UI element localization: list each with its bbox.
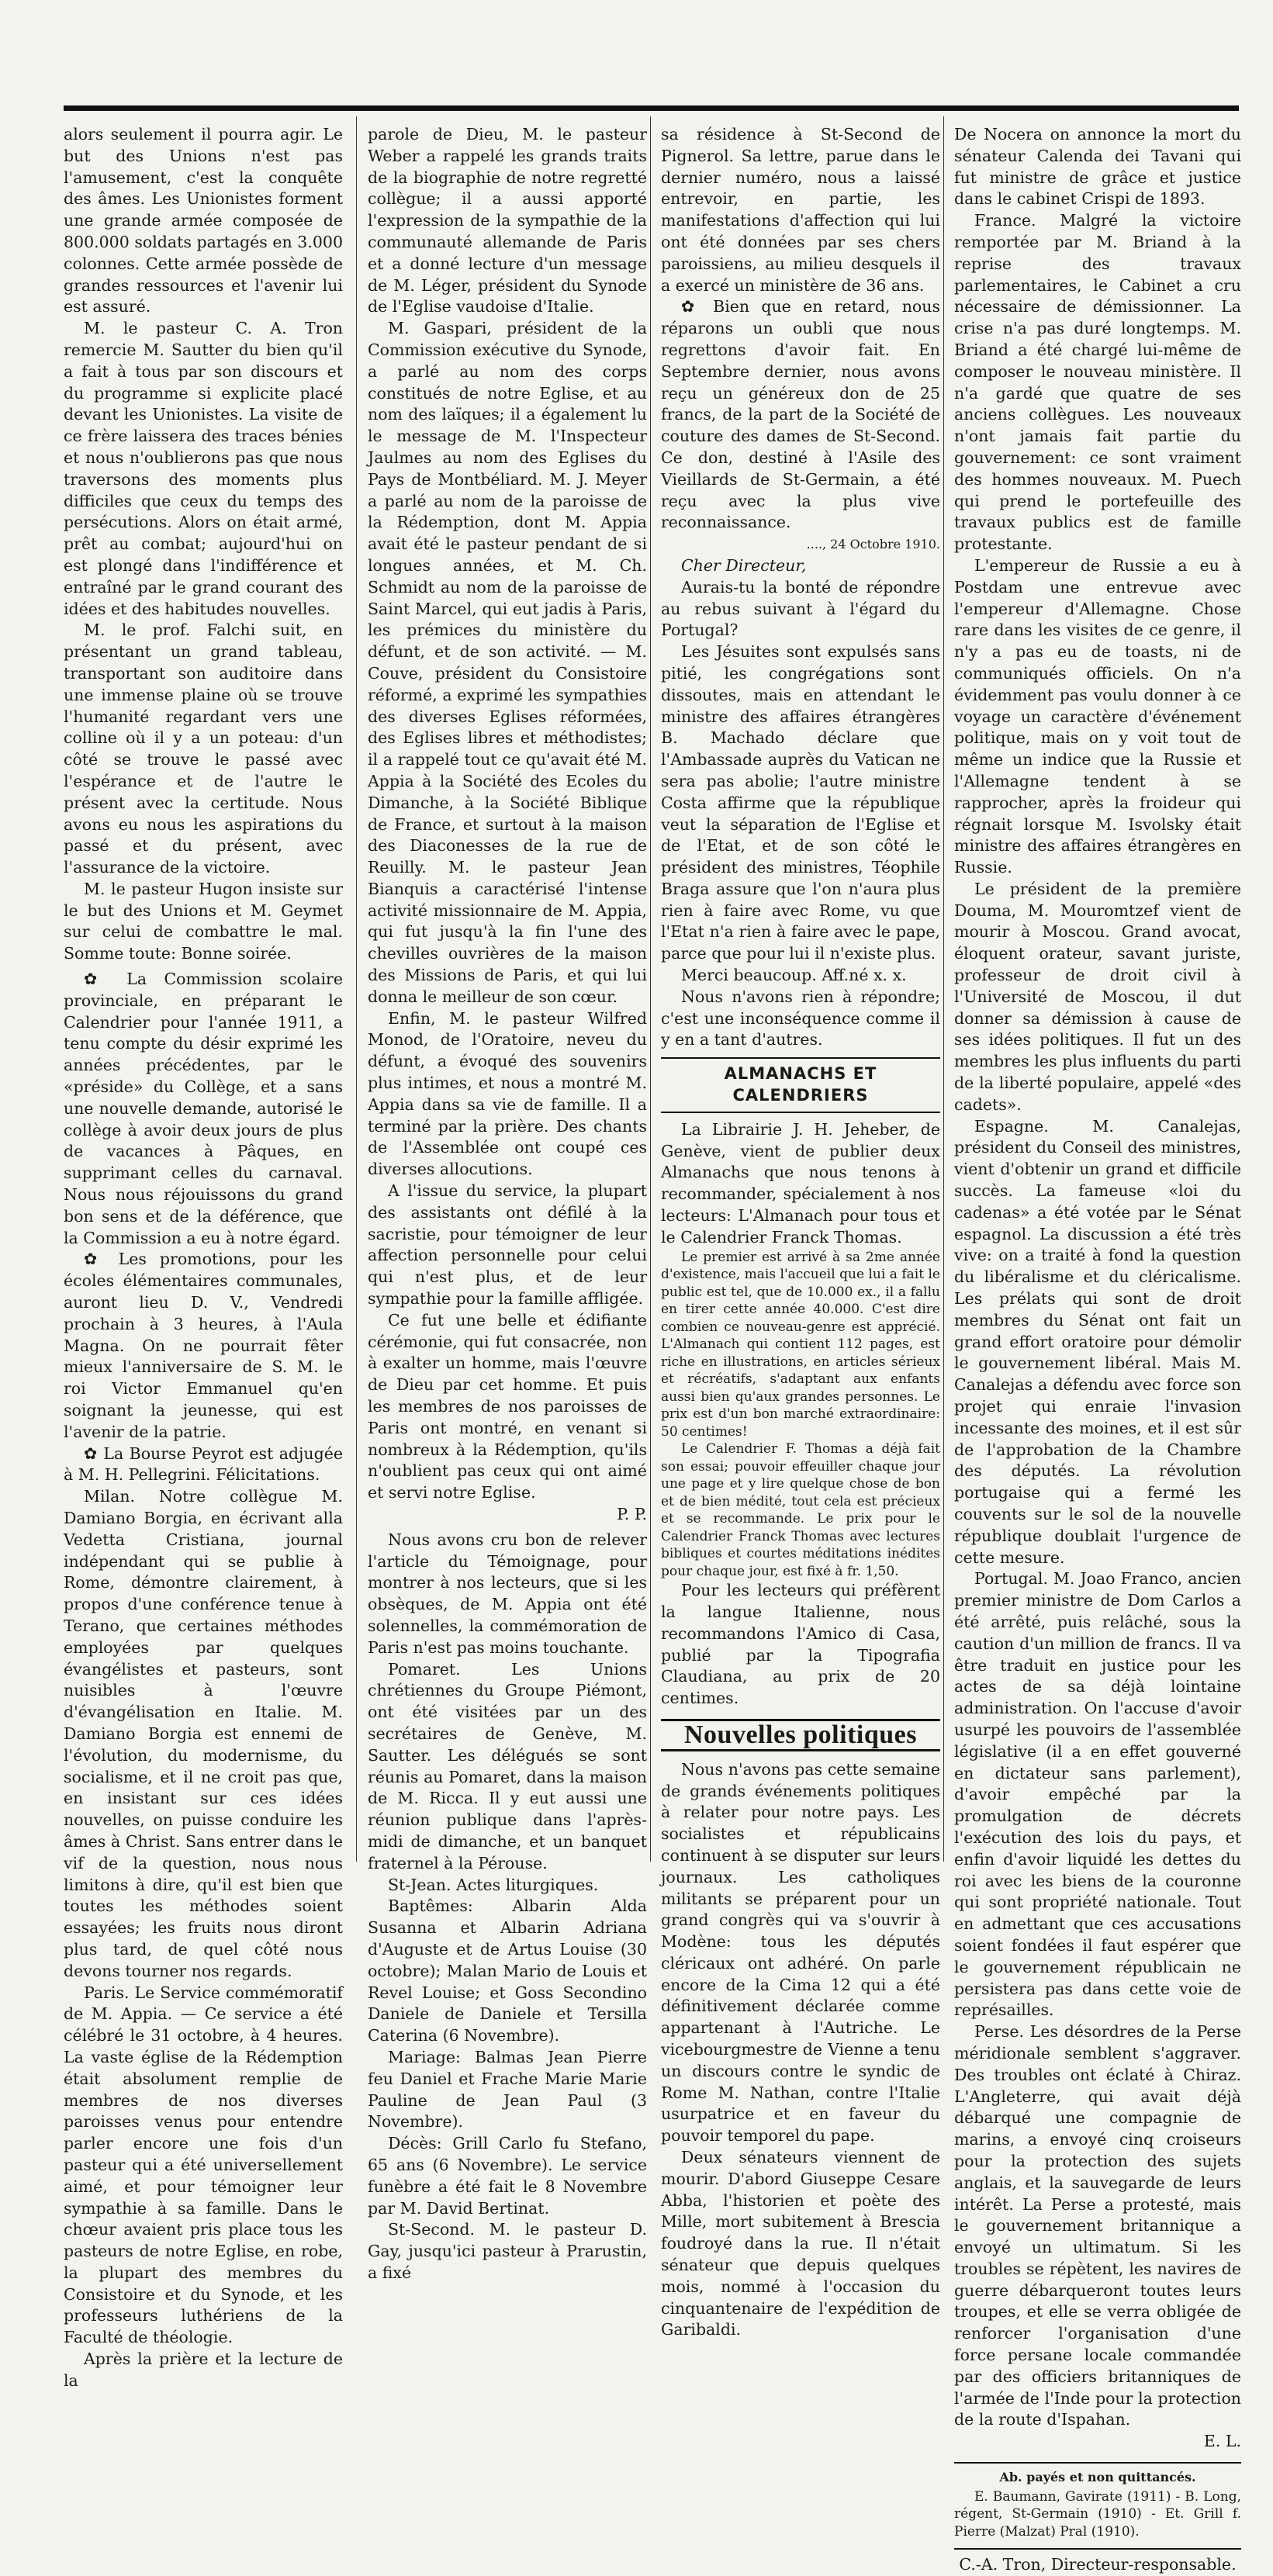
paragraph: Baptêmes: Albarin Alda Susanna et Albarin Adriana d'Auguste et de Artus Louise (30 octobre); Malan Mario de Louis et Revel Louise; et Goss Secondino Daniele de Daniele et Tersilla Caterina (6 Novembre). (368, 1897, 647, 2045)
paragraph: Décès: Grill Carlo fu Stefano, 65 ans (6 Novembre). Le service funèbre a été fait le 8 Novembre par M. David Bertinat. (368, 2134, 647, 2218)
paragraph: Ce fut une belle et édifiante cérémonie, qui fut consacrée, non à exalter un homme, mais l'œuvre de Dieu par cet homme. Et puis les membres de nos paroisses de Paris ont montré, en venant si nombreux à la Rédemption, qu'ils n'oublient pas ceux qui ont aimé et servi notre Eglise. (368, 1310, 647, 1502)
paragraph: M. le pasteur C. A. Tron remercie M. Sautter du bien qu'il a fait à tous par son discours et du programme si explicite placé devant les Unionistes. La visite de ce frère laissera des traces bénies et nous n'oublierons pas que nous traversons des moments plus difficiles que ceux du temps des persécutions. Alors on était armé, prêt au combat; aujourd'hui on est plongé dans l'indifférence et entraîné par le grand courant des idées et des habitudes nouvelles. (64, 319, 343, 618)
paragraph: sa résidence à St-Second de Pignerol. Sa lettre, parue dans le dernier numéro, nous a laissé entrevoir, en partie, les manifestations d'affection qui lui ont été données par ses chers paroissiens, au milieu desquels il a exercé un ministère de 36 ans. (661, 125, 940, 295)
paragraph: ✿ La Commission scolaire provinciale, en préparant le Calendrier pour l'année 1911, a tenu compte du désir exprimé les années précédentes, par le «préside» du Collège, et a sans une nouvelle demande, autorisé le collège à avoir deux jours de plus de vacances à Pâques, en supprimant celles du carnaval. Nous nous réjouissons du grand bon sens et de la déférence, que la Commission a eu à notre égard. (64, 970, 343, 1247)
payments-text: E. Baumann, Gavirate (1911) - B. Long, régent, St-Germain (1910) - Et. Grill f. Pierre (Malzat) Pral (1910). (954, 2488, 1241, 2540)
paragraph: parole de Dieu, M. le pasteur Weber a rappelé les grands traits de la biographie de notre regretté collègue; il a aussi apporté l'expression de la sympathie de la communauté allemande de Paris et a donné lecture d'un message de M. Léger, président du Synode de l'Eglise vaudoise d'Italie. (368, 125, 647, 316)
paragraph: Milan. Notre collègue M. Damiano Borgia, en écrivant alla Vedetta Cristiana, journal indépendant qui se publie à Rome, démontre clairement, à propos d'une conférence tenue à Terano, que certaines méthodes employées par quelques évangélistes et pasteurs, sont nuisibles à l'œuvre d'évangélisation en Italie. M. Damiano Borgia est ennemi de l'évolution, du modernisme, du socialisme, et il ne croit pas que, en insistant sur ces idées nouvelles, on puisse conduire les âmes à Christ. Sans entrer dans le vif de la question, nous nous limitons à dire, qu'il est bien que toutes les méthodes soient essayées; les fruits nous diront plus tard, de quel côté nous devons tourner nos regards. (64, 1487, 343, 1980)
payments-title: Ab. payés et non quittancés. (999, 2470, 1196, 2485)
column-4 (954, 124, 1241, 2574)
paragraph: Pour les lecteurs qui préfèrent la langue Italienne, nous recommandons l'Amico di Casa, publié par la Tipografia Claudiana, au prix de 20 centimes. (661, 1581, 940, 1708)
almanach-heading: ALMANACHS ET CALENDRIERS (661, 1057, 940, 1113)
paragraph: Après la prière et la lecture de la (64, 2350, 343, 2390)
column-3 (661, 124, 940, 2339)
column-1 (64, 124, 343, 2390)
paragraph: ✿ Les promotions, pour les écoles élémentaires communales, auront lieu D. V., Vendredi prochain à 3 heures, à l'Aula Magna. On ne pourrait fêter mieux l'anniversaire de S. M. le roi Victor Emmanuel qu'en soignant la jeunesse, qui est l'avenir de la patrie. (64, 1250, 343, 1441)
paragraph: Paris. Le Service commémoratif de M. Appia. — Ce service a été célébré le 31 octobre, à 4 heures. La vaste église de la Rédemption était absolument remplie de membres de nos diverses paroisses venus pour entendre parler encore une fois d'un pasteur qui a été universellement aimé, et pour témoigner leur sympathie à sa famille. Dans le chœur avaient pris place tous les pasteurs de notre Eglise, en robe, la plupart des membres du Consistoire et du Synode, et les professeurs luthériens de la Faculté de théologie. (64, 1983, 343, 2347)
signature: P. P. (617, 1505, 647, 1523)
paragraph: M. le prof. Falchi suit, en présentant un grand tableau, transportant son auditoire dans une immense plaine où se trouve l'humanité regardant vers une colline où il y a un poteau: d'un côté se trouve le passé avec l'espérance et de l'autre le présent avec la certitude. Nous avons eu nous les aspirations du passé et du présent, avec l'assurance de la victoire. (64, 621, 343, 877)
paragraph: St-Second. M. le pasteur D. Gay, jusqu'ici pasteur à Prarustin, a fixé (368, 2220, 647, 2282)
paragraph: Enfin, M. le pasteur Wilfred Monod, de l'Oratoire, neveu du défunt, a évoqué des souvenirs plus intimes, et nous a montré M. Appia dans sa vie de famille. Il a terminé par la prière. Des chants de l'Assemblée ont coupé ces diverses allocutions. (368, 1008, 647, 1179)
letter-salutation: Cher Directeur, (681, 555, 807, 575)
paragraph: alors seulement il pourra agir. Le but des Unions n'est pas l'amusement, c'est la conquête des âmes. Les Unionistes forment une grande armée composée de 800.000 soldats partagés en 3.000 colonnes. Cette armée possède de grandes ressources et l'avenir lui est assuré. (64, 125, 343, 316)
paragraph: ✿ La Bourse Peyrot est adjugée à M. H. Pellegrini. Félicitations. (64, 1444, 343, 1485)
paragraph: M. Gaspari, président de la Commission exécutive du Synode, a parlé au nom des corps constitués de notre Eglise, et au nom des laïques; il a également lu le message de M. l'Inspecteur Jaulmes au nom des Eglises du Pays de Montbéliard. M. J. Meyer a parlé au nom de la paroisse de la Rédemption, dont M. Appia avait été le pasteur pendant de si longues années, et M. Ch. Schmidt au nom de la paroisse de Saint Marcel, qui eut jadis à Paris, les prémices du ministère du défunt, et de son activité. — M. Couve, président du Consistoire réformé, a exprimé les sympathies des diverses Eglises réformées, des Eglises libres et méthodistes; il a rappelé tout ce qu'avait été M. Appia à la Société des Ecoles du Dimanche, à la Société Biblique de France, et surtout à la maison des Diaconesses de la rue de Reuilly. M. le pasteur Jean Bianquis a caractérisé l'intense activité missionnaire de M. Appia, qui fut jusqu'à la fin l'une des chevilles ouvrières de la maison des Missions de Paris, et qui lui donna le meilleur de son cœur. (368, 319, 647, 1006)
small-paragraph: Le Calendrier F. Thomas a déjà fait son essai; pouvoir effeuiller chaque jour une page et y lire quelque chose de bon et de bien médité, tout cela est précieux et se recommande. Le prix pour le Calendrier Franck Thomas avec lectures bibliques et courtes méditations inédites pour chaque jour, est fixé à fr. 1,50. (661, 1441, 940, 1579)
paragraph: Le président de la première Douma, M. Mouromtzef vient de mourir à Moscou. Grand avocat, éloquent orateur, savant juriste, professeur de droit civil à l'Université de Moscou, il dut donner sa démission à cause de ses idées politiques. Il fut un des membres les plus influents du parti de la liberté populaire, appelé «des cadets». (954, 879, 1241, 1114)
top-rule (64, 105, 1239, 111)
paragraph: L'empereur de Russie a eu à Postdam une entrevue avec l'empereur d'Allemagne. Chose rare dans les visites de ce genre, il n'y a pas eu de toasts, ni de communiqués officiels. On n'a évidemment pas voulu donner à ce voyage un caractère d'événement politique, mais on y voit tout de même un indice que la Russie et l'Allemagne tendent à se rapprocher, après la froideur qui régnait lorsque M. Isvolsky était ministre des affaires étrangères en Russie. (954, 555, 1241, 877)
paragraph: A l'issue du service, la plupart des assistants ont défilé à la sacristie, pour témoigner de leur affection personnelle pour celui qui n'est plus, et de leur sympathie pour la famille affligée. (368, 1181, 647, 1309)
politics-heading: Nouvelles politiques (661, 1719, 940, 1751)
payments-box (954, 2462, 1241, 2540)
small-paragraph: Le premier est arrivé à sa 2me année d'existence, mais l'accueil que lui a fait le public est tel, que de 10.000 ex., il a fallu en tirer cette année 40.000. C'est dire combien ce nouveau-genre est apprécié. L'Almanach qui contient 112 pages, est riche en illustrations, en articles sérieux et récréatifs, s'adaptant aux enfants aussi bien qu'aux grandes personnes. Le prix est d'un bon marché extraordinaire: 50 centimes! (661, 1249, 940, 1440)
paragraph: Deux sénateurs viennent de mourir. D'abord Giuseppe Cesare Abba, l'historien et poète des Mille, mort subitement à Brescia foudroyé dans la rue. Il n'était sénateur que depuis quelques mois, nommé à l'occasion du cinquantenaire de l'expédition de Garibaldi. (661, 2148, 940, 2339)
paragraph: Portugal. M. Joao Franco, ancien premier ministre de Dom Carlos a été arrêté, puis relâché, sous la caution d'un million de francs. Il va être traduit en justice pour les actes de sa déjà lointaine administration. On l'accuse d'avoir usurpé les pouvoirs de l'assemblée législative (il a en effet gouverné en dictateur sans parlement), d'avoir empêché par la promulgation de décrets l'exécution des lois du pays, et enfin d'avoir liquidé les dettes du roi avec les biens de la couronne qui sont propriété nationale. Tout en admettant que ces accusations soient fondées il faut espérer que le gouvernement républicain ne persistera pas dans cette voie de représailles. (954, 1569, 1241, 2020)
column-2 (368, 124, 647, 2282)
paragraph: France. Malgré la victoire remportée par M. Briand à la reprise des travaux parlementaires, le Cabinet a cru nécessaire de démissionner. La crise n'a pas duré longtemps. M. Briand a été chargé lui-même de composer le nouveau ministère. Il n'a gardé que quatre de ses anciens collègues. Les nouveaux n'ont jamais fait partie du gouvernement: ce sont vraiment des hommes nouveaux. M. Puech qui prend le portefeuille des travaux publics est de famille protestante. (954, 211, 1241, 554)
paragraph: ✿ Bien que en retard, nous réparons un oubli que nous regrettons d'avoir fait. En Septembre dernier, nous avons reçu un généreux don de 25 francs, de la part de la Société de couture des dames de St-Second. Ce don, destiné à l'Asile des Vieillards de St-Germain, a été reçu avec la plus vive reconnaissance. (661, 297, 940, 532)
column-divider (356, 116, 357, 1862)
paragraph: Mariage: Balmas Jean Pierre feu Daniel et Frache Marie Marie Pauline de Jean Paul (3 Novembre). (368, 2047, 647, 2132)
signature: E. L. (1203, 2432, 1241, 2451)
paragraph: La Librairie J. H. Jeheber, de Genève, vient de publier deux Almanachs que nous tenons à recommander, spécialement à nos lecteurs: L'Almanach pour tous et le Calendrier Franck Thomas. (661, 1119, 940, 1247)
paragraph: Aurais-tu la bonté de répondre au rebus suivant à l'égard du Portugal? (661, 577, 940, 640)
paragraph: Les Jésuites sont expulsés sans pitié, les congrégations sont dissoutes, mais en attendant le ministre des affaires étrangères B. Machado déclare que l'Ambassade auprès du Vatican ne sera pas abolie; l'autre ministre Costa affirme que la république veut la séparation de l'Eglise et de l'Etat, et de son côté le président des ministres, Téophile Braga assure que l'on n'aura plus rien à faire avec Rome, vu que l'Etat n'a rien à faire avec le pape, parce que pour lui il n'existe plus. (661, 642, 940, 963)
paragraph: Perse. Les désordres de la Perse méridionale semblent s'aggraver. Des troubles ont éclaté à Chiraz. L'Angleterre, qui avait déjà débarqué une compagnie de marins, a envoyé cinq croiseurs pour la protection des sujets anglais, et la sauvegarde de leurs intérêt. La Perse a protesté, mais le gouvernement britannique a envoyé un ultimatum. Si les troubles se répètent, les navires de guerre débarqueront toutes leurs troupes, et elle se verra obligée de renforcer l'organisation d'une force persane locale commandée par des officiers britanniques de l'armée de l'Inde pour la protection de la route d'Ispahan. (954, 2022, 1241, 2429)
column-divider (650, 116, 651, 1862)
paragraph: Nous n'avons pas cette semaine de grands événements politiques à relater pour notre pays. Les socialistes et républicains continuent à se disputer sur leurs journaux. Les catholiques militants se préparent pour un grand congrès qui va s'ouvrir à Modène: tous les députés cléricaux ont adhéré. On parle encore de la Cima 12 qui a été définitivement déclarée comme appartenant à l'Autriche. Le vicebourgmestre de Vienne a tenu un discours contre le syndic de Rome M. Nathan, contre l'Italie usurpatrice et en faveur du pouvoir temporel du pape. (661, 1759, 940, 2146)
letter-date: ...., 24 Octobre 1910. (806, 537, 940, 552)
paragraph: Espagne. M. Canalejas, président du Conseil des ministres, vient d'obtenir un grand et difficile succès. La fameuse «loi du cadenas» a été votée par le Sénat espagnol. La discussion a été très vive: on a traité à fond la question du libéralisme et du cléricalisme. Les prélats qui sont de droit membres du Sénat ont fait un grand effort oratoire pour démolir le gouvernement libéral. Mais M. Canalejas a défendu avec force son projet qui enraie l'invasion incessante des moines, et il est sûr de l'approbation de la Chambre des députés. La révolution portugaise qui a fermé les couvents sur le sol de la nouvelle république doublait l'urgence de cette mesure. (954, 1116, 1241, 1567)
director-line: C.-A. Tron, Directeur-responsable. (954, 2548, 1241, 2576)
section-heading: St-Jean. Actes liturgiques. (388, 1875, 599, 1894)
column-divider (943, 116, 944, 1862)
paragraph: De Nocera on annonce la mort du sénateur Calenda dei Tavani qui fut ministre de grâce et justice dans le cabinet Crispi de 1893. (954, 125, 1241, 209)
paragraph: Merci beaucoup. Aff.né x. x. (681, 966, 907, 985)
paragraph: M. le pasteur Hugon insiste sur le but des Unions et M. Geymet sur celui de combattre le mal. Somme toute: Bonne soirée. (64, 879, 343, 963)
paragraph: Nous avons cru bon de relever l'article du Témoignage, pour montrer à nos lecteurs, que si les obsèques, de M. Appia ont été solennelles, la commémoration de Paris n'est pas moins touchante. (368, 1530, 647, 1657)
paragraph: Pomaret. Les Unions chrétiennes du Groupe Piémont, ont été visitées par un des secrétaires de Genève, M. Sautter. Les délégués se sont réunis au Pomaret, dans la maison de M. Ricca. Il y eut aussi une réunion publique dans l'après-midi de dimanche, et un banquet fraternel à la Pérouse. (368, 1659, 647, 1872)
paragraph: Nous n'avons rien à répondre; c'est une inconséquence comme il y en a tant d'autres. (661, 987, 940, 1049)
